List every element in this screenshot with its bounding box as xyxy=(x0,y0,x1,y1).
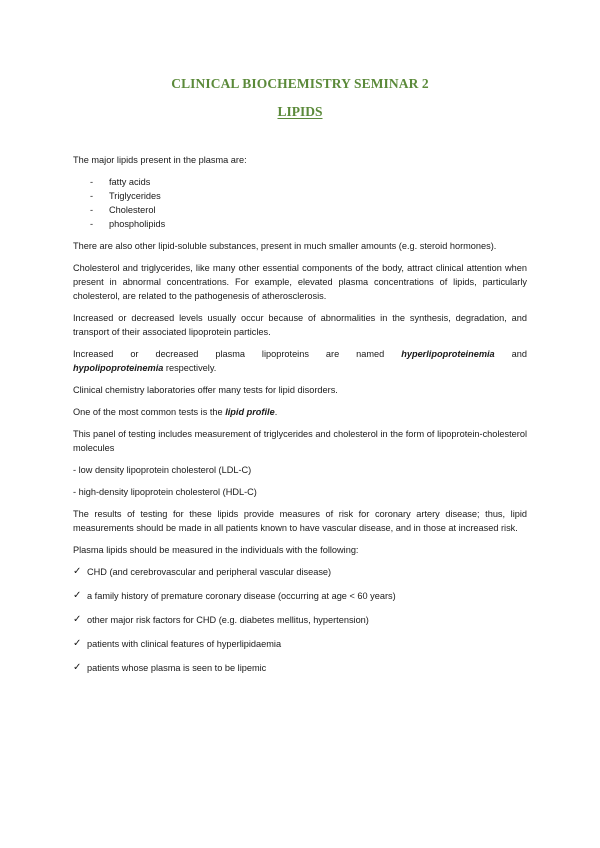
indications-list xyxy=(73,565,527,675)
panel-paragraph: This panel of testing includes measurement of triglycerides and cholesterol in the form of lipoprotein-cholesterol molecules xyxy=(73,429,527,453)
document-body xyxy=(73,153,527,685)
dash-marker: - xyxy=(90,191,94,201)
term-hypolipoproteinemia: hypolipoproteinemia xyxy=(73,363,164,373)
list-item: ✓ other major risk factors for CHD (e.g. diabetes mellitus, hypertension) xyxy=(73,614,369,625)
check-icon: ✓ xyxy=(73,638,82,649)
term-lipid-profile: lipid profile xyxy=(225,407,275,417)
results-paragraph: The results of testing for these lipids provide measures of risk for coronary artery disease; thus, lipid measurements should be made in all patients known to have vascular disease, and in those at increased risk. xyxy=(73,509,527,533)
list-item: - Cholesterol xyxy=(90,205,156,215)
intro-paragraph: The major lipids present in the plasma are: xyxy=(73,155,247,165)
document-subtitle: LIPIDS xyxy=(277,104,323,119)
list-item: - Triglycerides xyxy=(90,191,161,201)
levels-paragraph: Increased or decreased levels usually occur because of abnormalities in the synthesis, degradation, and transport of their associated lipoprotein particles. xyxy=(73,313,527,337)
lipid-profile-paragraph: One of the most common tests is the lipid profile. xyxy=(73,407,278,417)
dash-marker: - xyxy=(90,219,94,229)
term-hyperlipoproteinemia: hyperlipoproteinemia xyxy=(401,349,495,359)
lipoproteins-named-paragraph: Increased or decreased plasma lipoproteins are named hyperlipoproteinemia and hypolipoproteinemia respectively. xyxy=(73,349,527,373)
check-icon: ✓ xyxy=(73,566,82,577)
other-substances-paragraph: There are also other lipid-soluble substances, present in much smaller amounts (e.g. steroid hormones). xyxy=(73,241,497,251)
dash-marker: - xyxy=(90,177,94,187)
list-item: ✓ patients with clinical features of hyperlipidaemia xyxy=(73,638,282,649)
lipids-list xyxy=(73,175,527,231)
cholesterol-paragraph: Cholesterol and triglycerides, like many other essential components of the body, attract clinical attention when present in abnormal concentrations. For example, elevated plasma concentrations of lipids, particularly cholesterol, are related to the pathogenesis of atherosclerosis. xyxy=(73,263,527,301)
measured-paragraph: Plasma lipids should be measured in the individuals with the following: xyxy=(73,545,359,555)
check-icon: ✓ xyxy=(73,662,82,673)
list-item: - phospholipids xyxy=(90,219,166,229)
check-icon: ✓ xyxy=(73,590,82,601)
hdl-line: - high-density lipoprotein cholesterol (HDL-C) xyxy=(73,487,257,497)
ldl-line: - low density lipoprotein cholesterol (LDL-C) xyxy=(73,465,252,475)
list-item: ✓ patients whose plasma is seen to be lipemic xyxy=(73,662,267,673)
document-title: CLINICAL BIOCHEMISTRY SEMINAR 2 xyxy=(171,76,429,91)
list-item: ✓ CHD (and cerebrovascular and peripheral vascular disease) xyxy=(73,566,332,577)
list-item: ✓ a family history of premature coronary disease (occurring at age < 60 years) xyxy=(73,590,396,601)
check-icon: ✓ xyxy=(73,614,82,625)
tests-paragraph: Clinical chemistry laboratories offer many tests for lipid disorders. xyxy=(73,385,338,395)
list-item: - fatty acids xyxy=(90,177,151,187)
dash-marker: - xyxy=(90,205,94,215)
